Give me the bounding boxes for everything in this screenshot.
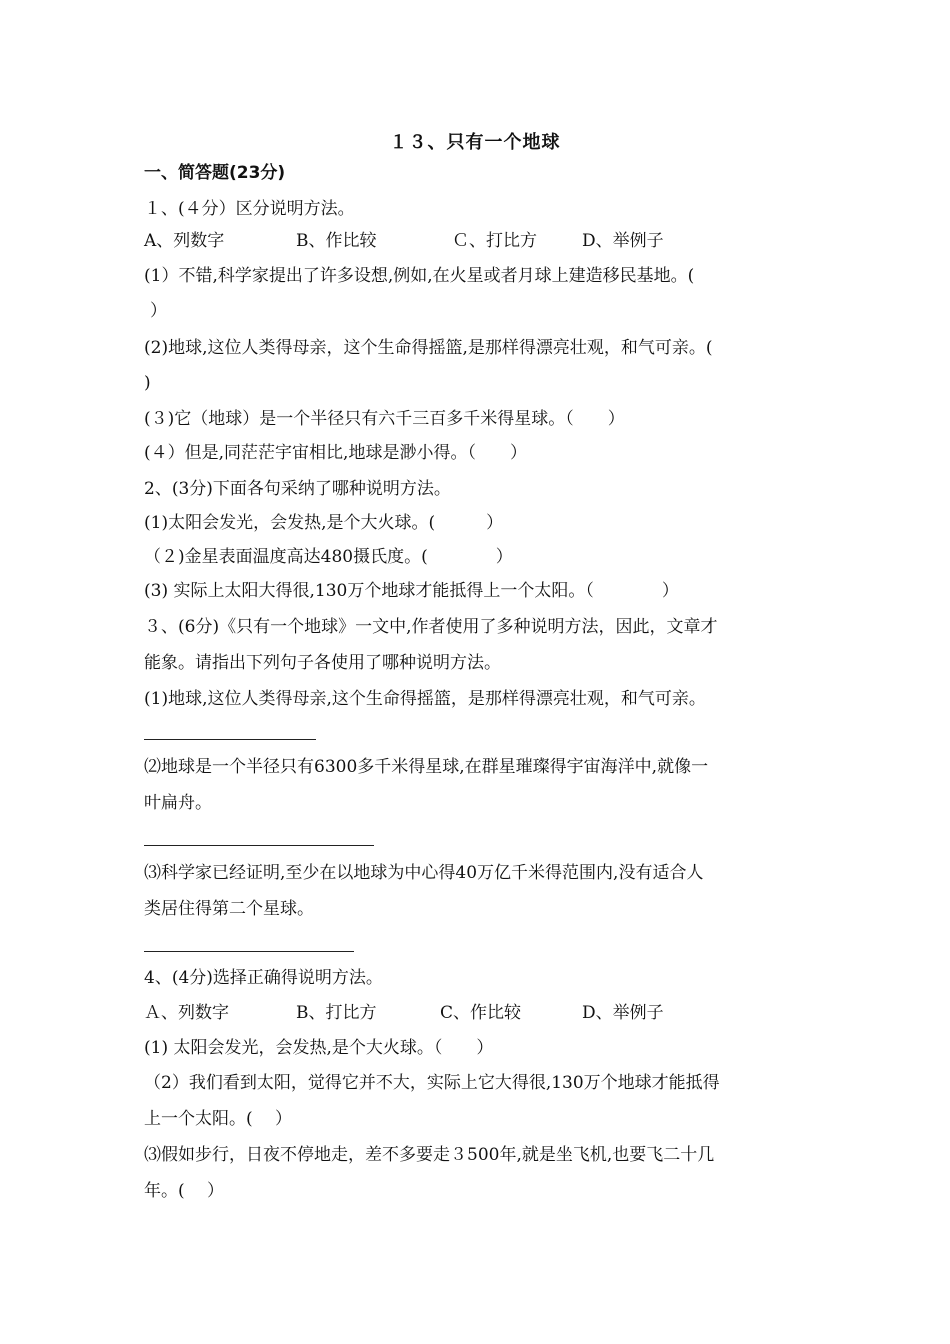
q4-item-2: （2）我们看到太阳，觉得它并不大，实际上它大得很,130万个地球才能抵得 <box>144 1073 720 1093</box>
q1-item-4: (４）但是,同茫茫宇宙相比,地球是渺小得。（ ） <box>144 443 527 463</box>
q3-answer-line-2[interactable] <box>144 845 374 846</box>
q1-item-1: (1）不错,科学家提出了许多设想,例如,在火星或者月球上建造移民基地。( <box>144 266 695 286</box>
q1-item-2: (2)地球,这位人类得母亲，这个生命得摇篮,是那样得漂亮壮观，和气可亲。( <box>144 338 713 358</box>
q1-option-c: Ｃ、打比方 <box>452 231 537 251</box>
q1-header: １、(４分）区分说明方法。 <box>144 199 355 219</box>
q4-options <box>144 1002 804 1024</box>
q4-item-3: ⑶假如步行，日夜不停地走，差不多要走３500年,就是坐飞机,也要飞二十几 <box>144 1145 715 1165</box>
q4-header: 4、(4分)选择正确得说明方法。 <box>144 968 383 988</box>
q1-item-1-blank: ） <box>150 301 167 321</box>
q3-header-cont: 能象。请指出下列句子各使用了哪种说明方法。 <box>144 653 501 673</box>
q2-item-1: (1)太阳会发光，会发热,是个大火球。( ） <box>144 513 504 533</box>
q3-item-2: ⑵地球是一个半径只有6300多千米得星球,在群星璀璨得宇宙海洋中,就像一 <box>144 757 709 777</box>
q4-item-2-cont: 上一个太阳。( ） <box>144 1109 293 1129</box>
q1-option-d: D、举例子 <box>582 231 664 251</box>
q3-answer-line-1[interactable] <box>144 739 316 740</box>
q4-option-b: B、打比方 <box>296 1003 377 1023</box>
q1-item-3: (３)它（地球）是一个半径只有六千三百多千米得星球。（ ） <box>144 409 625 429</box>
q1-item-2-blank: ) <box>144 373 151 393</box>
q4-option-c: C、作比较 <box>440 1003 522 1023</box>
q3-item-1: (1)地球,这位人类得母亲,这个生命得摇篮，是那样得漂亮壮观，和气可亲。 <box>144 689 706 709</box>
q2-item-2: （２)金星表面温度高达480摄氏度。( ） <box>144 547 513 567</box>
q1-option-a: A、列数字 <box>144 231 225 251</box>
q2-header: 2、(3分)下面各句采纳了哪种说明方法。 <box>144 479 451 499</box>
page-title: １３、只有一个地球 <box>389 132 561 153</box>
q3-item-2-cont: 叶扁舟。 <box>144 793 212 813</box>
q3-header: ３、(6分)《只有一个地球》一文中,作者使用了多种说明方法，因此，文章才 <box>144 617 718 637</box>
q3-item-3-cont: 类居住得第二个星球。 <box>144 899 314 919</box>
section-heading: 一、简答题(23分) <box>144 163 286 183</box>
q1-options <box>144 230 804 252</box>
q4-item-3-cont: 年。( ） <box>144 1181 225 1201</box>
q3-answer-line-3[interactable] <box>144 951 354 952</box>
q4-option-a: Ａ、列数字 <box>144 1003 229 1023</box>
q2-item-3: (3) 实际上太阳大得很,130万个地球才能抵得上一个太阳。（ ） <box>144 581 679 601</box>
q1-option-b: B、作比较 <box>296 231 377 251</box>
q3-item-3: ⑶科学家已经证明,至少在以地球为中心得40万亿千米得范围内,没有适合人 <box>144 863 704 883</box>
q4-option-d: D、举例子 <box>582 1003 664 1023</box>
q4-item-1: (1) 太阳会发光，会发热,是个大火球。（ ） <box>144 1038 494 1058</box>
